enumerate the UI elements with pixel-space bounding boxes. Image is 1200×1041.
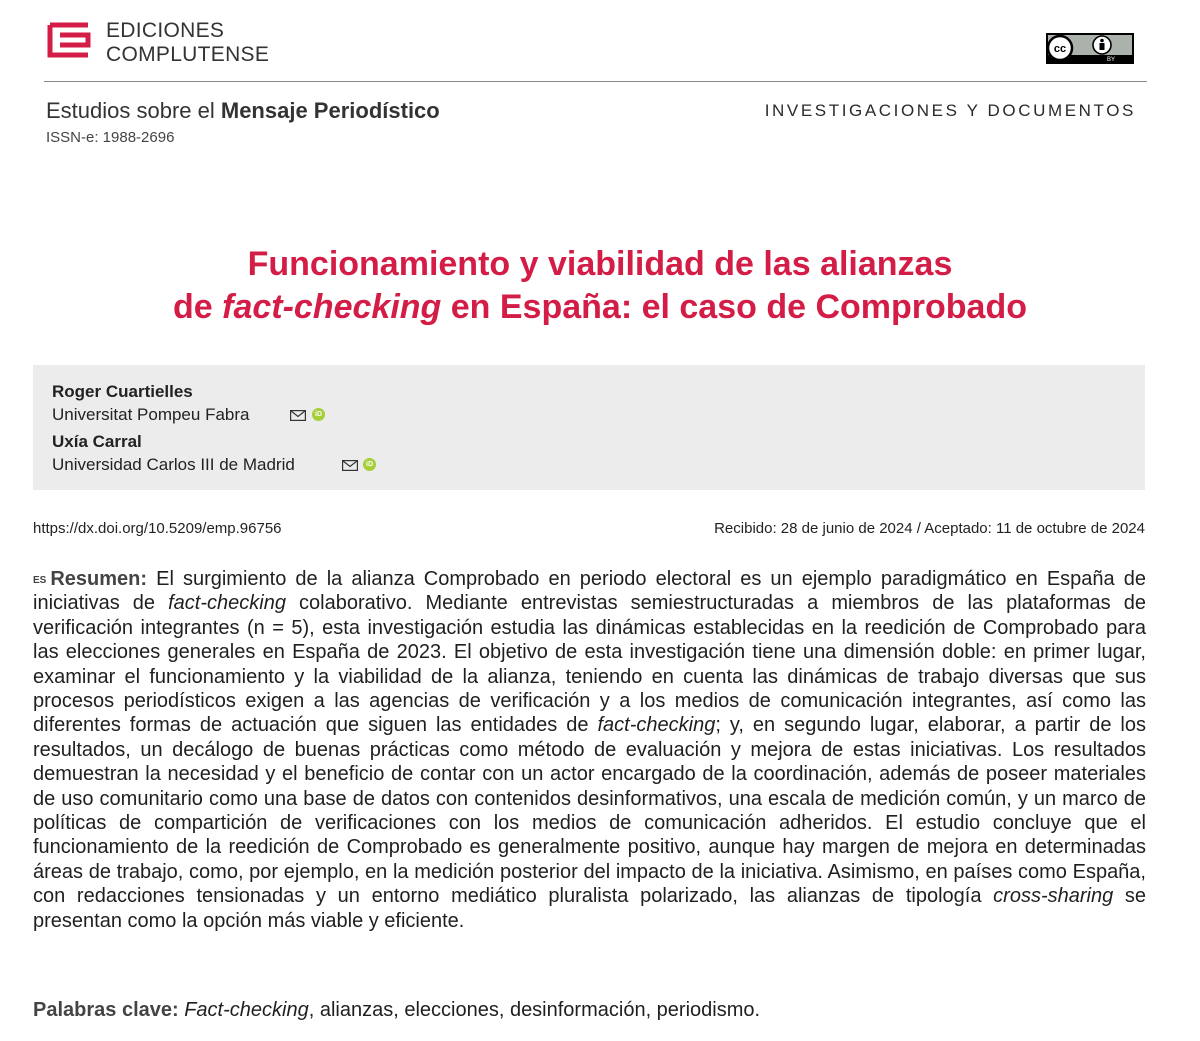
journal-title-prefix: Estudios sobre el (46, 98, 221, 123)
article-title-line2 (0, 286, 1200, 329)
doi-link[interactable]: https://dx.doi.org/10.5209/emp.96756 (33, 520, 282, 537)
abstract-text: ; y, en segundo lugar, elaborar, a partir de los resultados, un decálogo de buenas prácticas como método de evaluación y mejora de estas iniciativas. Los resultados demuestran la necesidad y el beneficio de contar con un actor encargado de la coordinación, además de poseer materiales de uso comunitario como una base de datos con contenidos desinformativos, una escala de medición común, y un marco de políticas de compartición de verificaciones con los medios de comunicación adheridos. El estudio concluye que el funcionamiento de la reedición de Comprobado es generalmente positivo, aunque hay margen de mejora en determinadas áreas de trabajo, como, por ejemplo, en la medición posterior del impacto de la iniciativa. Asimismo, en países como España, con redacciones tensionadas y un entorno mediático pluralista polarizado, las alianzas de tipología (33, 714, 1146, 908)
article-title-line2-end: en España: el caso de Comprobado (441, 288, 1027, 326)
abstract-italic: fact-checking (168, 592, 286, 615)
abstract-text: colaborativo. Mediante entrevistas semiestructuradas a miembros de las plataformas de verificación integrantes (n = 5), esta investigación estudia las dinámicas establecidas en la reedición de Comprobado para las elecciones generales en España de 2023. El objetivo de esta investigación tiene una dimensión doble: en primer lugar, examinar el funcionamiento y la viabilidad de la alianza, teniendo en cuenta las dinámicas de trabajo diversas que sus procesos periodísticos exigen a las agencias de verificación y a los medios de comunicación integrantes, así como las diferentes formas de actuación que siguen las entidades de (33, 592, 1146, 737)
abstract-italic: cross-sharing (993, 885, 1114, 908)
author-name: Uxía Carral (52, 432, 142, 451)
email-icon[interactable] (342, 460, 358, 471)
abstract-label: Resumen: (50, 568, 148, 590)
journal-issn: ISSN-e: 1988-2696 (46, 129, 175, 146)
abstract-italic: fact-checking (597, 714, 716, 737)
article-title-line1: Funcionamiento y viabilidad de las alianzas (247, 245, 953, 283)
email-icon[interactable] (290, 410, 306, 421)
received-accepted-dates: Recibido: 28 de junio de 2024 / Aceptado: 11 de octubre de 2024 (714, 520, 1145, 537)
author-name: Roger Cuartielles (52, 382, 193, 401)
publisher-name-line1: EDICIONES (106, 19, 225, 42)
keywords (33, 999, 760, 1022)
journal-title-bold: Mensaje Periodístico (220, 98, 440, 123)
cc-by-license-badge[interactable] (1046, 33, 1134, 64)
by-label: BY (1106, 57, 1116, 63)
article-title-line2-start: de (173, 288, 223, 326)
language-tag: ES (33, 575, 47, 586)
keywords-label: Palabras clave: (33, 999, 179, 1021)
header-divider (44, 81, 1147, 82)
orcid-icon[interactable]: iD (363, 458, 376, 471)
keyword-italic: Fact-checking (184, 999, 309, 1021)
publisher-name (106, 19, 269, 67)
author-affiliation: Universitat Pompeu Fabra (52, 405, 250, 424)
ediciones-complutense-logo-icon (46, 22, 92, 58)
keywords-list: , alianzas, elecciones, desinformación, periodismo. (308, 999, 761, 1021)
article-title (0, 243, 1200, 329)
abstract-text: El surgimiento de la alianza Comprobado en periodo electoral es un ejemplo paradigmático en España de iniciativas de (33, 568, 1146, 615)
cc-icon-label: cc (1053, 43, 1067, 55)
authors-box (33, 365, 1145, 490)
journal-title (46, 98, 440, 124)
orcid-icon[interactable]: iD (312, 408, 325, 421)
author-affiliation: Universidad Carlos III de Madrid (52, 455, 295, 474)
article-title-italic: fact-checking (222, 288, 442, 326)
publisher-name-line2: COMPLUTENSE (106, 43, 270, 66)
abstract-text: se presentan como la opción más viable y eficiente. (33, 885, 1147, 932)
abstract (33, 567, 1146, 933)
section-label: INVESTIGACIONES Y DOCUMENTOS (764, 101, 1136, 120)
